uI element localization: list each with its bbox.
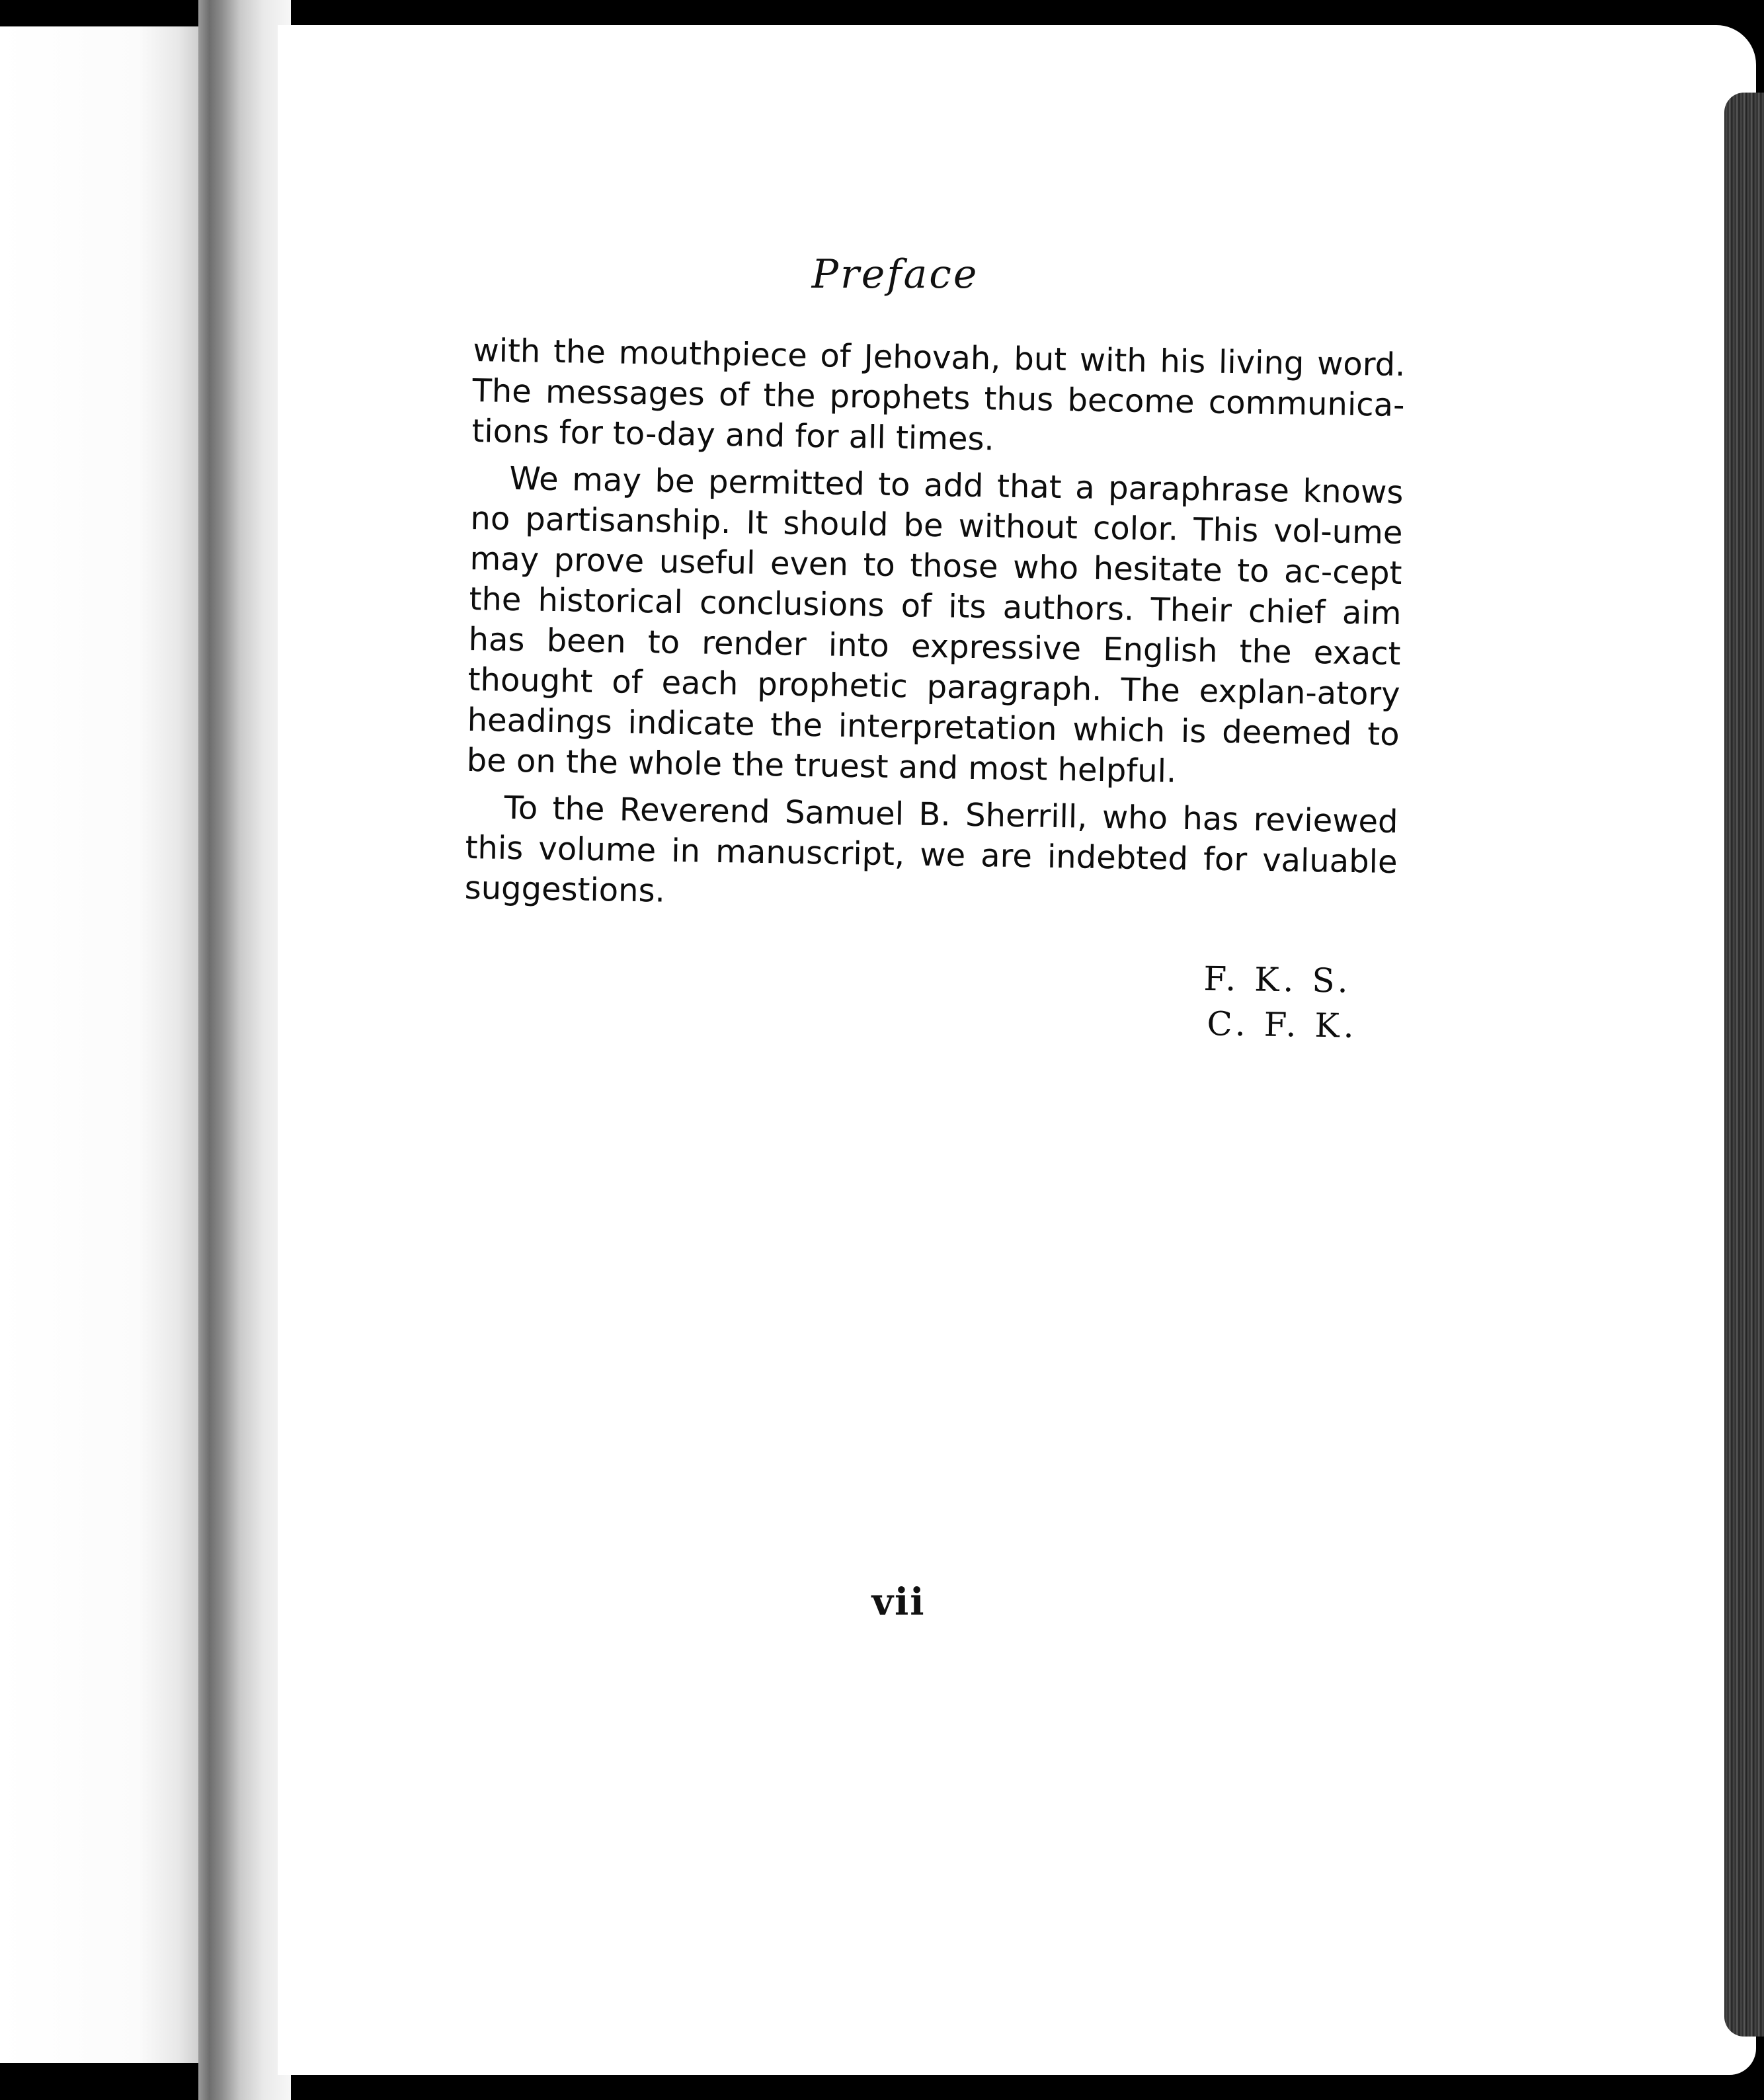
running-head: Preface: [811, 251, 979, 298]
paragraph-3: To the Reverend Samuel B. Sherrill, who has reviewed this volume in manuscript, we are indebted for valuable suggestions.: [464, 789, 1398, 910]
author-initials: [1203, 956, 1359, 1049]
paragraph-2: We may be permitted to add that a paraphrase knows no partisanship. It should be without color. This vol-ume may prove useful even to those who hesitate to ac-cept the historical conclusions of its authors. Their chief aim has been to render into expressive English the exact thought of each prophetic paragraph. The explan-atory headings indicate the interpretation which is deemed to be on the whole the truest and most helpful.: [466, 460, 1404, 790]
initials-2: C. F. K.: [1207, 1004, 1359, 1045]
body-text: [464, 331, 1406, 930]
facing-page-left: [0, 26, 198, 2063]
page-edges: [1724, 93, 1764, 2037]
initials-1: F. K. S.: [1203, 959, 1353, 1000]
page-number: vii: [871, 1580, 926, 1624]
paragraph-1: with the mouthpiece of Jehovah, but with his living word. The messages of the prophets thus become communica-tions for to-day and for all times.: [471, 331, 1406, 458]
book-gutter: [198, 0, 291, 2100]
